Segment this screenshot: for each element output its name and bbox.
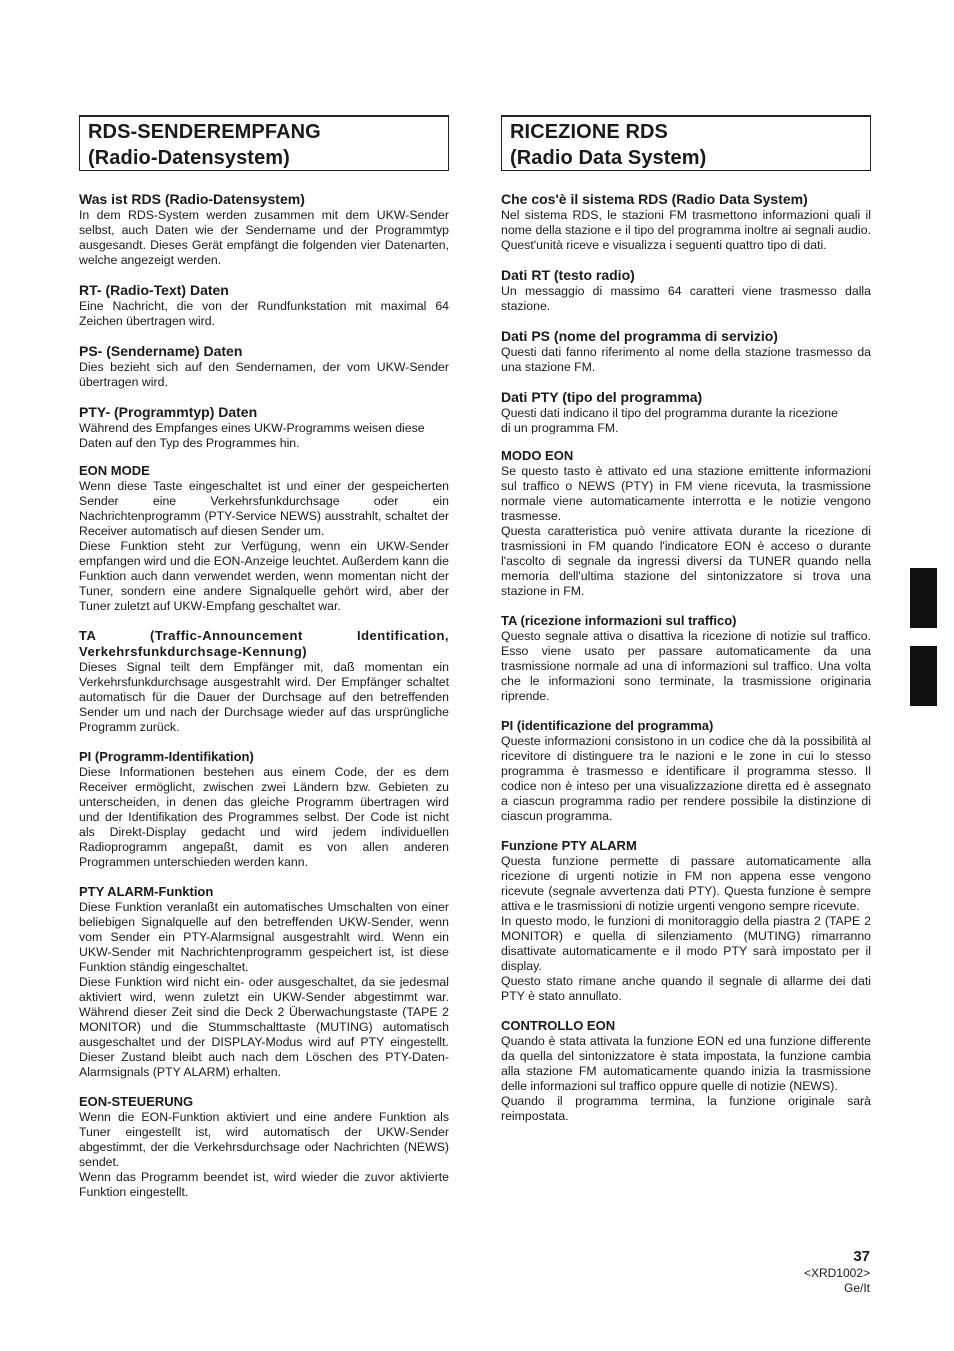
- section-heading: EON MODE: [79, 463, 150, 478]
- it-section-pi: [501, 718, 871, 824]
- section-text: Se questo tasto è attivato ed una stazione emittente informazioni sul traffico o NEWS (PTY) in FM viene ricevuta, la trasmissione normale viene automaticamente interrotta e le notizie vengono trasmesse.: [501, 464, 871, 523]
- it-section-eon-mode: [501, 448, 871, 599]
- section-text: Während des Empfanges eines UKW-Programms weisen diese: [79, 421, 425, 435]
- thumb-tab-lower: [910, 646, 937, 706]
- section-text: In dem RDS-System werden zusammen mit dem UKW-Sender selbst, auch Daten wie der Sendername und der Programmtyp ausgesandt. Dieses Gerät empfängt die folgenden vier Datenarten, welche angezeigt werden.: [79, 208, 449, 267]
- de-section-eon-mode: [79, 463, 449, 614]
- section-text-cut: di un programma FM.: [501, 421, 619, 434]
- section-heading: PI (Programm-Identifikation): [79, 749, 254, 764]
- section-text: Dies bezieht sich auf den Sendernamen, der vom UKW-Sender übertragen wird.: [79, 360, 449, 389]
- section-text: Wenn diese Taste eingeschaltet ist und einer der gespeicherten Sender eine Verkehrsfunkdurchsage oder ein Nachrichtenprogramm (PTY-Service NEWS) ausstrahlt, schaltet der Receiver automatisch auf diesen Sender um.: [79, 479, 449, 538]
- section-text: Nel sistema RDS, le stazioni FM trasmettono informazioni quali il nome della stazione e il tipo del programma inoltre ai segnali audio. Quest'unità riceve e visualizza i seguenti quattro tipo di dati.: [501, 208, 871, 252]
- de-section-what-is-rds: [79, 191, 449, 268]
- section-text: Questo stato rimane anche quando il segnale di allarme dei dati PTY è stato annullato.: [501, 974, 871, 1003]
- section-heading: PS- (Sendername) Daten: [79, 343, 243, 359]
- section-heading: Dati RT (testo radio): [501, 267, 635, 283]
- section-heading: TA (ricezione informazioni sul traffico): [501, 613, 737, 628]
- page-number: 37: [853, 1248, 870, 1265]
- model-code: <XRD1002>: [803, 1266, 870, 1280]
- section-heading: MODO EON: [501, 448, 574, 463]
- de-section-pty-alarm: [79, 884, 449, 1080]
- section-heading: EON-STEUERUNG: [79, 1094, 194, 1109]
- section-heading: Was ist RDS (Radio-Datensystem): [79, 191, 305, 207]
- section-text: Diese Funktion wird nicht ein- oder ausgeschaltet, da sie jedesmal aktiviert wird, wenn zuletzt ein UKW-Sender abgestimmt war. Während dieser Zeit sind die Deck 2 Überwachungstaste (TAPE 2 MONITOR) und die Stummschalttaste (MUTING) automatisch ausgeschaltet und der DISPLAY-Modus wird auf PTY eingestellt. Dieser Zustand bleibt auch nach dem Löschen des PTY-Daten-Alarmsignals (PTY ALARM) erhalten.: [79, 975, 449, 1079]
- de-section-ps: [79, 343, 449, 390]
- section-heading: PTY- (Programmtyp) Daten: [79, 404, 258, 420]
- section-heading: CONTROLLO EON: [501, 1018, 616, 1033]
- it-section-eon-control: [501, 1018, 871, 1124]
- section-text-cut: Daten auf den Typ des Programmes hin.: [79, 436, 300, 449]
- italian-title-line2: (Radio Data System): [510, 147, 707, 169]
- section-text: Questi dati indicano il tipo del programma durante la ricezione: [501, 406, 838, 420]
- section-text: Quando il programma termina, la funzione originale sarà reimpostata.: [501, 1094, 871, 1123]
- section-text: Questa funzione permette di passare automaticamente alla ricezione di urgenti notizie in FM non appena esse vengono ricevute (segnale avvertenza dati PTY). Questa funzione è sempre attiva e le trasmissioni di notizie urgenti vengono sempre ricevute.: [501, 854, 871, 913]
- it-section-pty-alarm: [501, 838, 871, 1004]
- de-section-pi: [79, 749, 449, 870]
- italian-title-box: [501, 115, 871, 171]
- de-section-rt: [79, 282, 449, 329]
- section-text: Questi dati fanno riferimento al nome della stazione trasmesso da una stazione FM.: [501, 345, 871, 374]
- section-text: Quando è stata attivata la funzione EON ed una funzione differente da quella del sintonizzatore è stata impostata, la funzione cambia alla stazione FM automaticamente quando inizia la trasmissione delle informazioni sul traffico oppure quelle di notizie (NEWS).: [501, 1034, 871, 1093]
- it-section-ta: [501, 613, 871, 704]
- section-text: In questo modo, le funzioni di monitoraggio della piastra 2 (TAPE 2 MONITOR) e quella di silenziamento (MUTING) rimarranno disattivate automaticamente e il modo PTY sarà impostato per il display.: [501, 914, 871, 973]
- section-text: Questo segnale attiva o disattiva la ricezione di notizie sul traffico. Esso viene usato per passare automaticamente da una trasmissione normale ad una di informazioni sul traffico. Una volta che le informazioni sono terminate, la trasmissione originaria riprende.: [501, 629, 871, 703]
- it-section-rt: [501, 267, 871, 314]
- section-text: Queste informazioni consistono in un codice che dà la possibilità al ricevitore di distinguere tra le nazioni e le zone in cui lo stesso programma è trasmesso e identificare il programma stesso. Il codice non è inteso per una visualizzazione diretta ed è assegnato a ciascun programma radio per rendere possibile la distinzione di ciascun programma.: [501, 734, 871, 823]
- section-heading: RT- (Radio-Text) Daten: [79, 282, 229, 298]
- section-text: Diese Informationen bestehen aus einem Code, der es dem Receiver ermöglicht, zwischen zwei Ländern bzw. Gebieten zu unterscheiden, in denen das gleiche Programm übertragen wird und der Identifikation des Programmes selbst. Der Code ist nicht als Direkt-Display gedacht und wird jedem individuellen Radioprogramm angepaßt, damit es von allen anderen Programmen unterschieden werden kann.: [79, 765, 449, 869]
- section-heading: PI (identificazione del programma): [501, 718, 714, 733]
- de-section-pty: [79, 404, 449, 449]
- section-text: Wenn die EON-Funktion aktiviert und eine andere Funktion als Tuner eingestellt ist, wird automatisch der UKW-Sender abgestimmt, der die Verkehrsdurchsage oder Nachrichten (NEWS) sendet.: [79, 1110, 449, 1169]
- it-section-what-is-rds: [501, 191, 871, 253]
- section-text: Un messaggio di massimo 64 caratteri viene trasmesso dalla stazione.: [501, 284, 871, 313]
- section-heading: Dati PTY (tipo del programma): [501, 389, 703, 405]
- section-heading: Che cos'è il sistema RDS (Radio Data System): [501, 191, 808, 207]
- de-section-ta: [79, 628, 449, 735]
- section-text: Questa caratteristica può venire attivata durante la ricezione di trasmissioni in FM quando l'indicatore EON è acceso o durante l'ascolto di segnale da ingressi diversi da TUNER quando nella memoria dell'ultima stazione del sintonizzatore si trova una stazione in FM.: [501, 524, 871, 598]
- section-text: Diese Funktion veranlaßt ein automatisches Umschalten von einer beliebigen Signalquelle auf den betreffenden UKW-Sender, wenn vom Sender ein PTY-Alarmsignal ausgestrahlt wird. Wenn ein UKW-Sender mit Nachrichtenprogramm gespeichert ist, ist diese Funktion ständig eingeschaltet.: [79, 900, 449, 974]
- german-title-line2: (Radio-Datensystem): [88, 147, 290, 169]
- thumb-tab-upper: [910, 568, 937, 628]
- it-section-pty: [501, 389, 871, 434]
- language-code: Ge/It: [843, 1281, 870, 1295]
- italian-column: [501, 115, 871, 1134]
- german-title-box: [79, 115, 449, 171]
- section-text: Diese Funktion steht zur Verfügung, wenn ein UKW-Sender empfangen wird und die EON-Anzeige leuchtet. Außerdem kann die Funktion auch dann verwendet werden, wenn momentan nicht der Tuner, sondern eine andere Signalquelle gehört wird, aber der Tuner zuletzt auf UKW-Empfang geschaltet war.: [79, 539, 449, 613]
- german-title-line1: RDS-SENDEREMPFANG: [88, 121, 321, 143]
- section-heading: TA (Traffic-Announcement Identification, Verkehrsfunkdurchsage-Kennung): [79, 628, 449, 659]
- de-section-eon-control: [79, 1094, 449, 1200]
- section-text: Eine Nachricht, die von der Rundfunkstation mit maximal 64 Zeichen übertragen wird.: [79, 299, 449, 328]
- page-footer: [804, 1248, 870, 1296]
- german-column: [79, 115, 449, 1210]
- it-section-ps: [501, 328, 871, 375]
- section-heading: Funzione PTY ALARM: [501, 838, 637, 853]
- section-heading: PTY ALARM-Funktion: [79, 884, 214, 899]
- section-heading: Dati PS (nome del programma di servizio): [501, 328, 778, 344]
- section-text: Dieses Signal teilt dem Empfänger mit, daß momentan ein Verkehrsfunkdurchsage ausgestrahlt wird. Der Empfänger schaltet automatisch für die Dauer der Durchsage auf den betreffenden Sender um und nach der Durchsage wieder auf das ursprüngliche Programm zurück.: [79, 660, 449, 734]
- italian-title-line1: RICEZIONE RDS: [510, 121, 668, 143]
- section-text: Wenn das Programm beendet ist, wird wieder die zuvor aktivierte Funktion eingestellt.: [79, 1170, 449, 1199]
